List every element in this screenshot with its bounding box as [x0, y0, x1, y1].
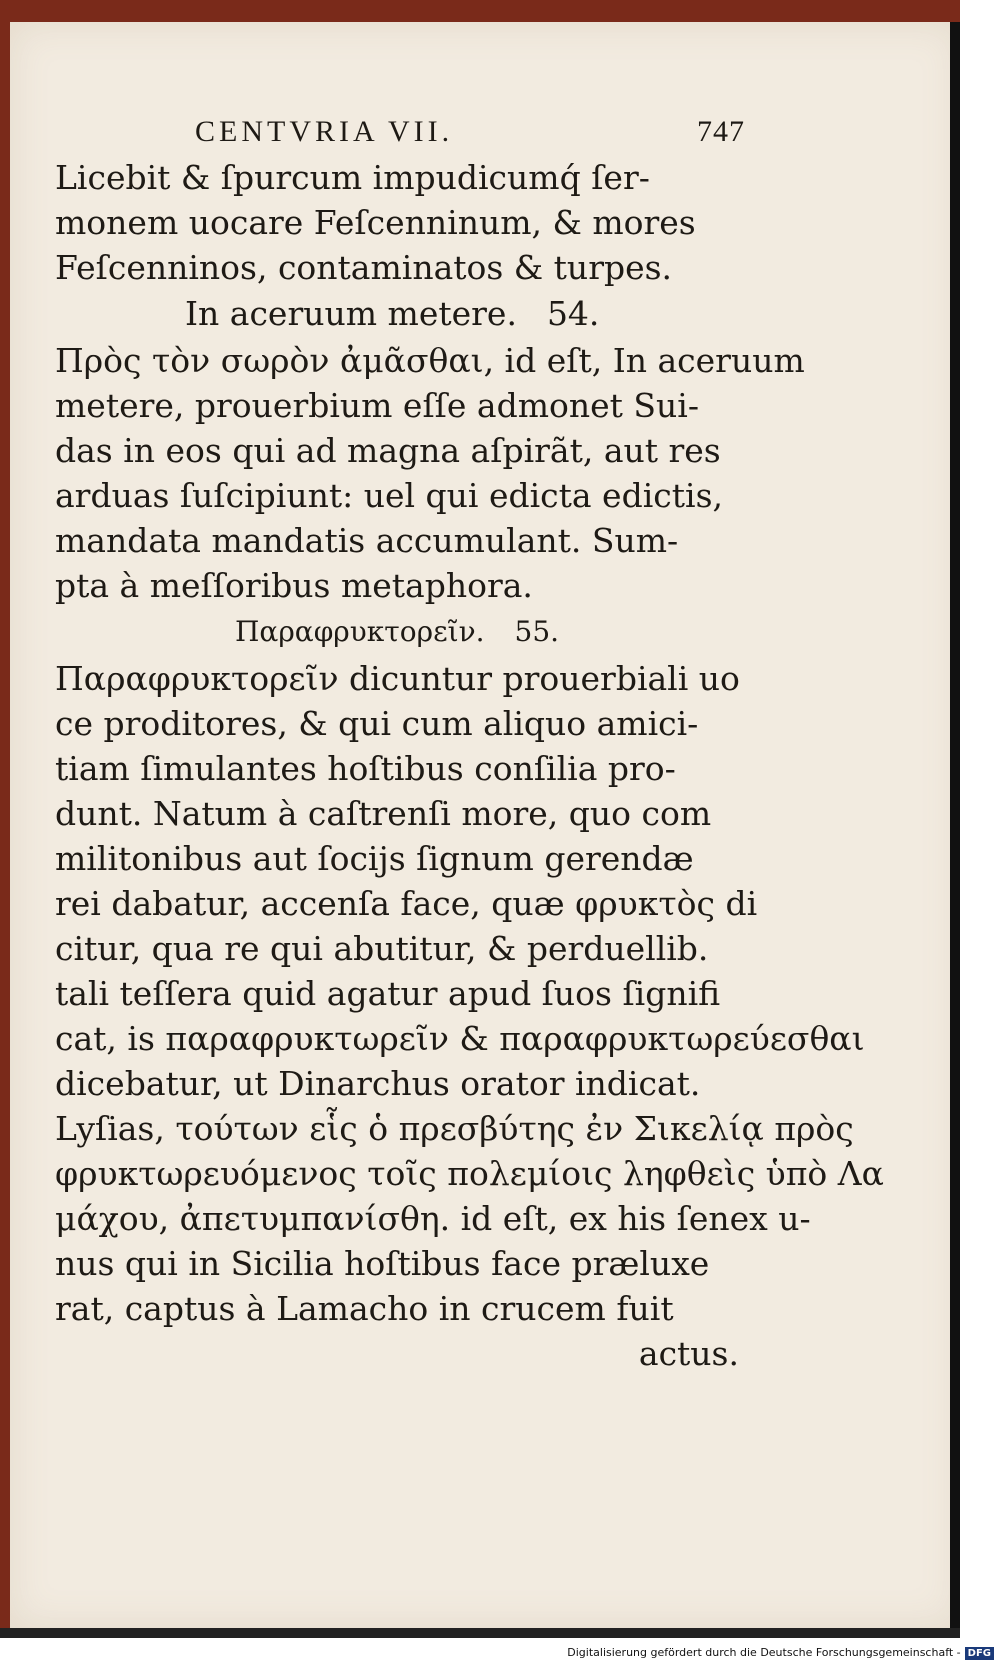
- text-line: metere, prouerbium eſſe admonet Sui-: [55, 386, 699, 425]
- adage-number: 55.: [514, 615, 560, 648]
- page-edge-shadow: [950, 22, 960, 1628]
- page-number: 747: [697, 115, 745, 148]
- digitization-credit: [567, 1646, 994, 1660]
- text-line: ce proditores, & qui cum aliquo amici-: [55, 704, 699, 743]
- text-line: militonibus aut ſocijs ſignum gerendæ: [55, 839, 694, 878]
- text-line: rei dabatur, accenſa face, quæ φρυκτὸς di: [55, 884, 758, 923]
- text-line-final: actus.: [638, 1334, 739, 1373]
- paragraph-adage-55: [55, 656, 884, 1376]
- text-line: Πρὸς τὸν σωρὸν ἀμᾶσθαι, id eſt, In aceruum: [55, 341, 805, 380]
- text-line: φρυκτωρευόμενος τοῖς πολεμίοις ληφθεὶς ὑπὸ Λα: [55, 1154, 884, 1193]
- text-line: Παραφρυκτορεῖν dicuntur prouerbiali uo: [55, 659, 740, 698]
- text-line: mandata mandatis accumulant. Sum-: [55, 521, 679, 560]
- text-line: tali teſſera quid agatur apud ſuos ſignifi: [55, 974, 721, 1013]
- page-bottom-edge: [0, 1628, 960, 1638]
- text-line: arduas ſuſcipiunt: uel qui edicta edictis,: [55, 476, 723, 515]
- text-line: tiam ſimulantes hoſtibus conſilia pro-: [55, 749, 676, 788]
- paragraph-fescenninus: [55, 155, 745, 290]
- text-line: das in eos qui ad magna aſpirãt, aut res: [55, 431, 721, 470]
- text-line: monem uocare Feſcenninum, & mores: [55, 203, 696, 242]
- text-line: nus qui in Sicilia hoſtibus face præluxe: [55, 1244, 710, 1283]
- text-line: cat, is παραφρυκτωρεῖν & παραφρυκτωρεύεσθαι: [55, 1019, 865, 1058]
- adage-heading-54: [55, 290, 745, 338]
- adage-heading-55: [55, 608, 745, 656]
- text-line: Licebit & ſpurcum impudicumq́ ſer-: [55, 158, 650, 197]
- adage-title: Παραφρυκτορεῖν.: [235, 615, 485, 648]
- adage-number: 54.: [546, 294, 600, 333]
- text-line: μάχου, ἀπετυμπανίσθη. id eſt, ex his ſenex u-: [55, 1199, 811, 1238]
- text-line: Lyſias, τούτων εἷς ὁ πρεσβύτης ἐν Σικελίᾳ πρὸς: [55, 1109, 854, 1148]
- paragraph-adage-54: [55, 338, 805, 608]
- dfg-logo: DFG: [965, 1647, 994, 1660]
- text-line: dunt. Natum à caſtrenſi more, quo com: [55, 794, 712, 833]
- text-line: rat, captus à Lamacho in crucem fuit: [55, 1289, 674, 1328]
- text-line: citur, qua re qui abutitur, & perduellib.: [55, 929, 709, 968]
- running-head-title: CENTVRIA VII.: [195, 115, 454, 148]
- text-line: dicebatur, ut Dinarchus orator indicat.: [55, 1064, 701, 1103]
- running-head: [55, 115, 745, 155]
- text-line: Feſcenninos, contaminatos & turpes.: [55, 248, 673, 287]
- credit-text: Digitalisierung gefördert durch die Deutsche Forschungsgemeinschaft -: [567, 1646, 961, 1659]
- page-text-block: [55, 115, 884, 1376]
- text-line: pta à meſſoribus metaphora.: [55, 566, 533, 605]
- adage-title: In aceruum metere.: [185, 294, 517, 333]
